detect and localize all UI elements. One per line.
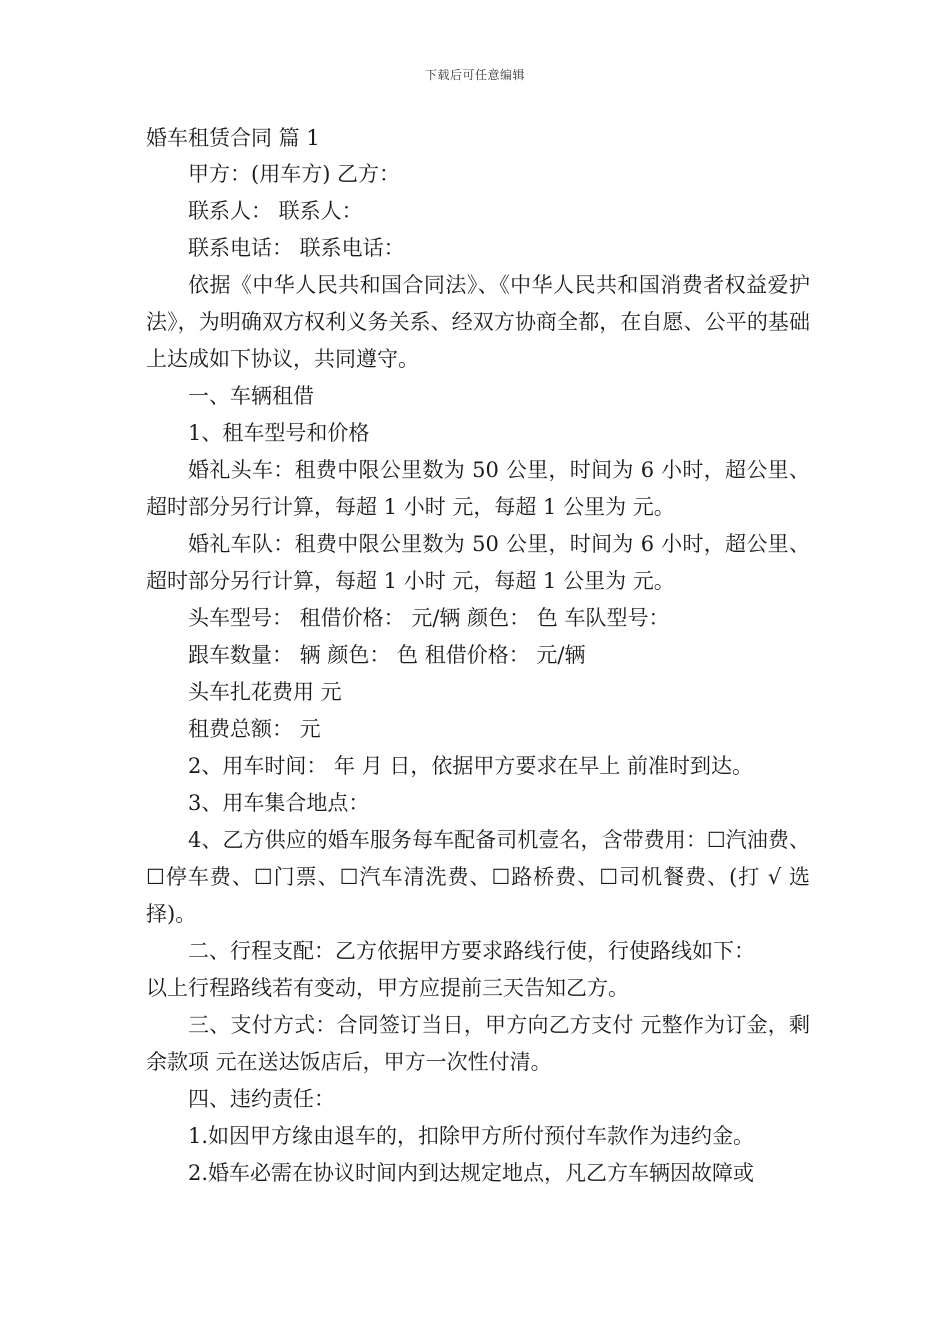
usage-time-line: 2、用车时间： 年 月 日，依据甲方要求在早上 前准时到达。 [188,754,754,778]
payment-paragraph: 三、支付方式：合同签订当日，甲方向乙方支付 元整作为订金，剩余款项 元在送达饭店后，甲方一次性付清。 [146,1013,810,1074]
page-header: 下载后可任意编辑 [424,68,525,82]
included-fees-paragraph: 4、乙方供应的婚车服务每车配备司机壹名，含带费用：☐汽油费、 ☐停车费、☐门票、☐汽车清洗费、☐路桥费、☐司机餐费、(打 √ 选择)。 [146,828,810,926]
follow-car-line: 跟车数量： 辆 颜色： 色 租借价格： 元/辆 [188,643,586,667]
fleet-terms: 婚礼车队：租费中限公里数为 50 公里，时间为 6 小时，超公里、超时部分另行计算，每超 1 小时 元，每超 1 公里为 元。 [146,532,810,593]
contact-line: 联系人： 联系人： [188,199,363,223]
party-line: 甲方：(用车方) 乙方： [188,162,401,186]
lead-car-model-line: 头车型号： 租借价格： 元/辆 颜色： 色 车队型号： [188,606,670,630]
document-title: 婚车租赁合同 篇 1 [146,126,320,150]
phone-line: 联系电话： 联系电话： [188,236,405,260]
section-heading-rental: 一、车辆租借 [188,384,314,408]
total-fee-line: 租费总额： 元 [188,717,321,741]
meeting-place-line: 3、用车集合地点： [188,791,370,815]
decoration-fee-line: 头车扎花费用 元 [188,680,342,704]
preamble-paragraph: 依据《中华人民共和国合同法》、《中华人民共和国消费者权益爱护法》，为明确双方权利义务关系、经双方协商全都，在自愿、公平的基础上达成如下协议，共同遵守。 [146,273,810,371]
itinerary-change-line: 以上行程路线若有变动，甲方应提前三天告知乙方。 [146,976,629,1000]
lead-car-terms: 婚礼头车：租费中限公里数为 50 公里，时间为 6 小时，超公里、超时部分另行计算，每超 1 小时 元，每超 1 公里为 元。 [146,458,810,519]
liability-item-1: 1.如因甲方缘由退车的，扣除甲方所付预付车款作为违约金。 [188,1124,755,1148]
subsection-model-price: 1、租车型号和价格 [188,421,370,445]
liability-heading: 四、违约责任： [188,1087,335,1111]
itinerary-heading: 二、行程支配：乙方依据甲方要求路线行使，行使路线如下： [188,939,755,963]
document-body [146,120,810,1192]
liability-item-2: 2.婚车必需在协议时间内到达规定地点，凡乙方车辆因故障或 [188,1161,755,1185]
